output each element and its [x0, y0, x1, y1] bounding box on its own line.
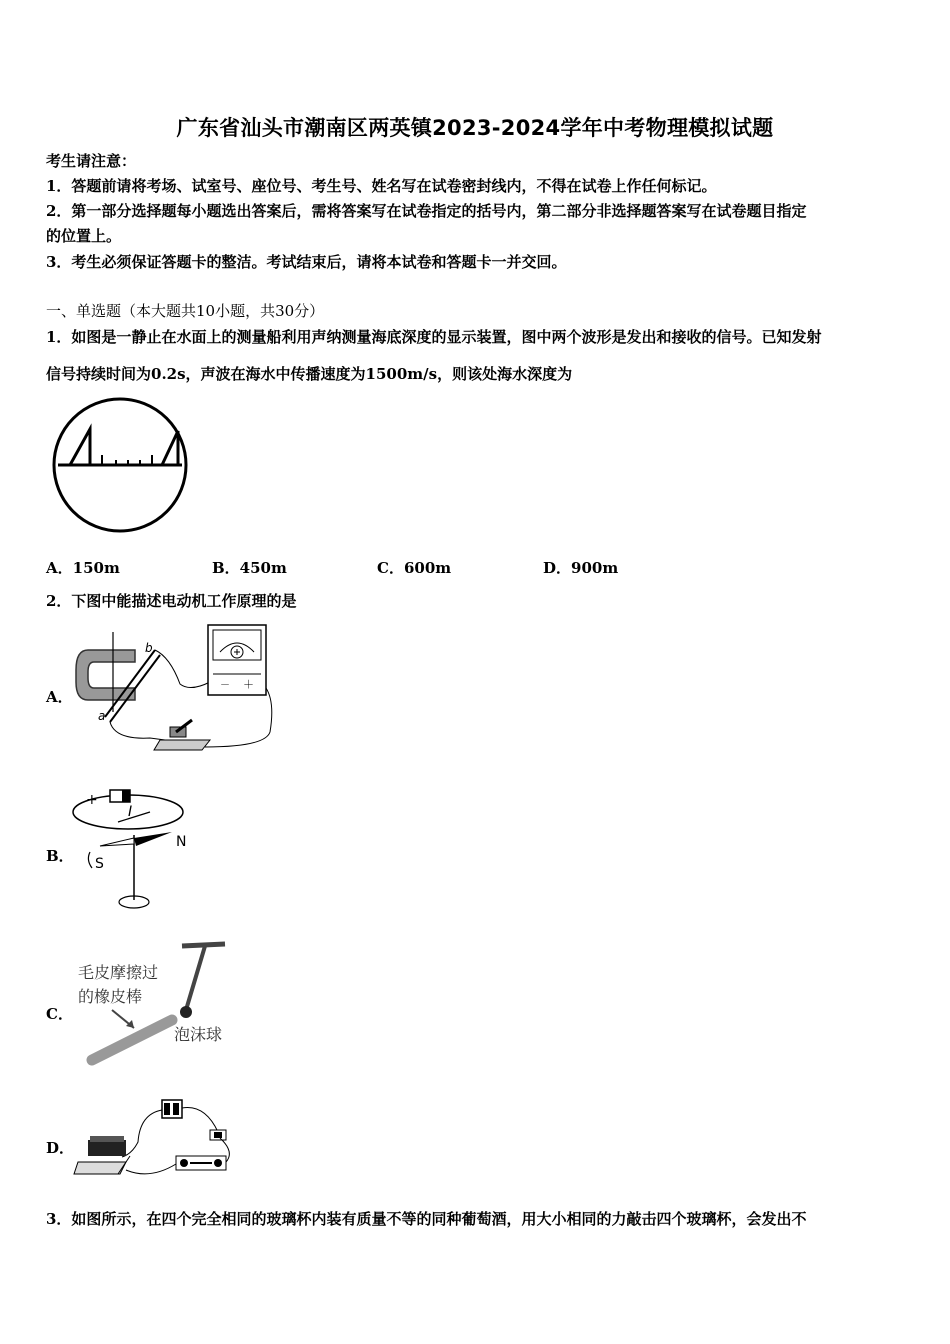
sonar-display-figure — [50, 395, 192, 535]
fig-c-ball: 泡沫球 — [174, 1025, 223, 1044]
q1-option-d[interactable]: D．900m — [543, 559, 619, 577]
notice-item-2: 2．第一部分选择题每小题选出答案后，需将答案写在试卷指定的括号内，第二部分非选择题答案写在试卷题目指定 — [46, 202, 807, 220]
q2-option-d-label[interactable]: D． — [46, 1139, 75, 1157]
fig-b-north: N — [176, 834, 187, 850]
notice-item-1: 1．答题前请将考场、试室号、座位号、考生号、姓名写在试卷密封线内，不得在试卷上作任何标记。 — [46, 177, 717, 195]
page-title: 广东省汕头市潮南区两英镇2023-2024学年中考物理模拟试题 — [176, 116, 774, 140]
notice-item-3: 3．考生必须保证答题卡的整洁。考试结束后，请将本试卷和答题卡一并交回。 — [46, 253, 567, 271]
section-heading: 一、单选题（本大题共10小题，共30分） — [46, 302, 325, 320]
q2-figure-d — [70, 1092, 240, 1187]
q2-option-a-label[interactable]: A． — [46, 688, 73, 706]
q1-stem-line2: 信号持续时间为0.2s，声波在海水中传播速度为1500m/s，则该处海水深度为 — [46, 365, 573, 383]
q2-option-b-label[interactable]: B． — [46, 847, 74, 865]
fig-b-south: S — [95, 856, 104, 872]
q1-option-c[interactable]: C．600m — [377, 559, 452, 577]
q2-figure-a — [70, 622, 275, 757]
q1-option-b[interactable]: B．450m — [212, 559, 287, 577]
notice-header: 考生请注意： — [46, 152, 137, 170]
q2-figure-b — [70, 780, 200, 915]
q1-stem-line1: 1．如图是一静止在水面上的测量船利用声纳测量海底深度的显示装置，图中两个波形是发出和接收的信号。已知发射 — [46, 328, 822, 346]
fig-c-caption-2: 的橡皮棒 — [78, 987, 143, 1006]
fig-b-plus: + — [86, 792, 98, 808]
fig-a-label-b: b — [145, 641, 153, 655]
notice-item-2-cont: 的位置上。 — [46, 227, 122, 245]
q3-stem-line1: 3．如图所示，在四个完全相同的玻璃杯内装有质量不等的同种葡萄酒，用大小相同的力敲击四个玻璃杯，会发出不 — [46, 1210, 807, 1228]
q2-stem: 2．下图中能描述电动机工作原理的是 — [46, 592, 297, 610]
fig-a-label-a: a — [98, 709, 106, 723]
q1-option-a[interactable]: A．150m — [46, 559, 120, 577]
q2-figure-c — [70, 940, 235, 1075]
q2-option-c-label[interactable]: C． — [46, 1005, 73, 1023]
svg-text:－: － — [220, 680, 230, 691]
fig-c-caption-1: 毛皮摩擦过 — [78, 963, 159, 982]
svg-text:＋: ＋ — [243, 678, 254, 691]
fig-b-current: I — [128, 804, 133, 820]
